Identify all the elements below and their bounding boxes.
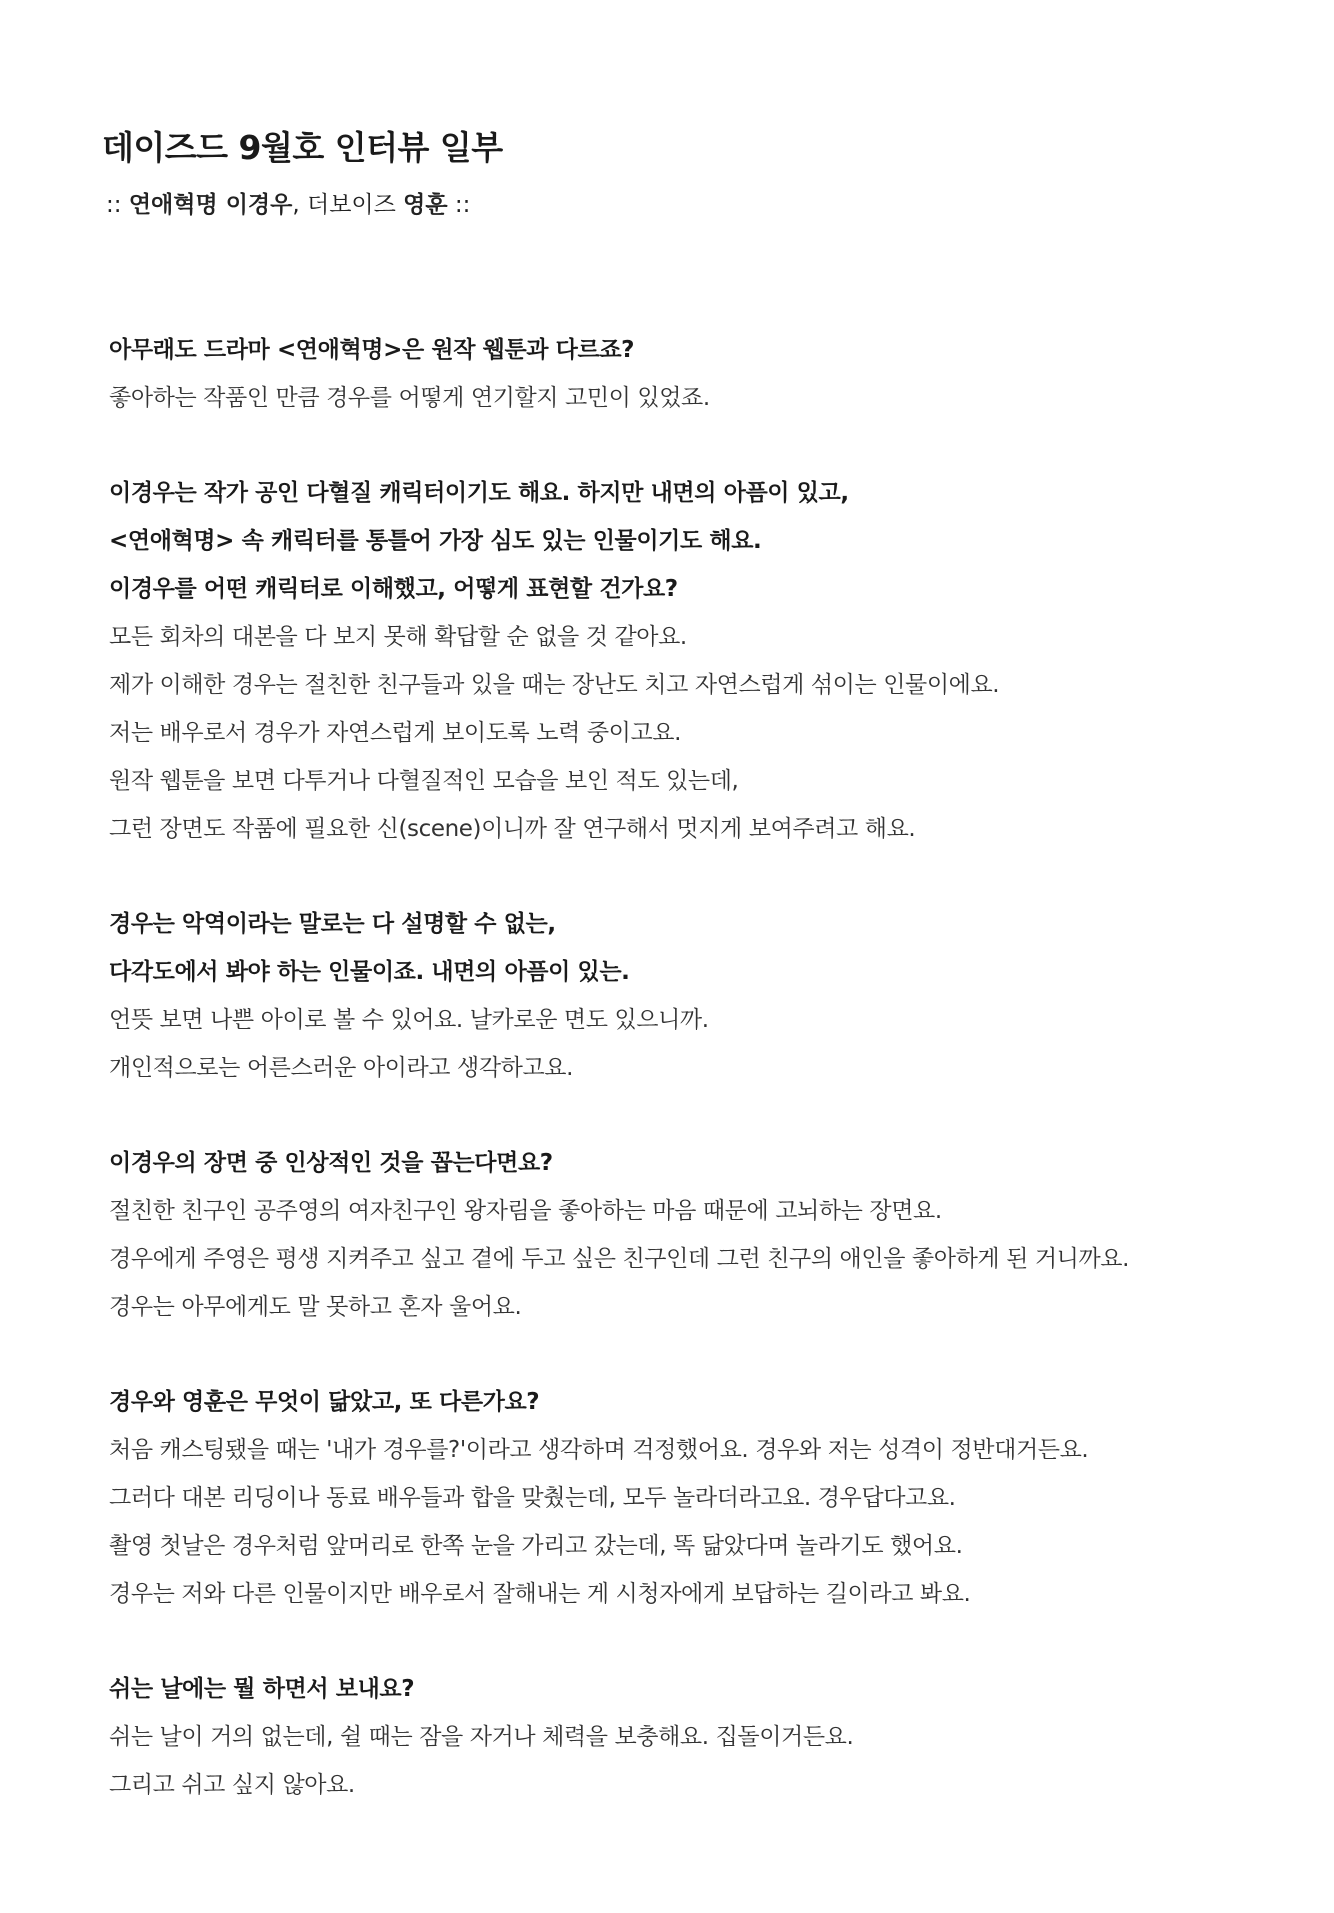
answer-line: 경우는 아무에게도 말 못하고 혼자 울어요.	[109, 1294, 522, 1320]
qa-block	[109, 1378, 1309, 1618]
subtitle-suffix: ::	[447, 192, 471, 218]
subtitle-prefix: ::	[106, 192, 129, 218]
answer-line: 경우는 저와 다른 인물이지만 배우로서 잘해내는 게 시청자에게 보답하는 길이라고 봐요.	[109, 1581, 971, 1607]
question-line: 쉬는 날에는 뭘 하면서 보내요?	[109, 1676, 415, 1702]
qa-block	[109, 469, 1309, 853]
question-line: 이경우를 어떤 캐릭터로 이해했고, 어떻게 표현할 건가요?	[109, 576, 678, 602]
interview-content	[109, 326, 1309, 1856]
question-line: 다각도에서 봐야 하는 인물이죠. 내면의 아픔이 있는.	[109, 959, 630, 985]
qa-block	[109, 1139, 1309, 1331]
answer-line: 원작 웹툰을 보면 다투거나 다혈질적인 모습을 보인 적도 있는데,	[109, 768, 739, 794]
answer-line: 제가 이해한 경우는 절친한 친구들과 있을 때는 장난도 치고 자연스럽게 섞이는 인물이에요.	[109, 672, 1000, 698]
answer-line: 그런 장면도 작품에 필요한 신(scene)이니까 잘 연구해서 멋지게 보여주려고 해요.	[109, 816, 916, 842]
answer-line: 개인적으로는 어른스러운 아이라고 생각하고요.	[109, 1055, 574, 1081]
answer-line: 경우에게 주영은 평생 지켜주고 싶고 곁에 두고 싶은 친구인데 그런 친구의 애인을 좋아하게 된 거니까요.	[109, 1246, 1130, 1272]
subtitle-drama-name: 연애혁명 이경우	[128, 192, 293, 218]
answer-line: 언뜻 보면 나쁜 아이로 볼 수 있어요. 날카로운 면도 있으니까.	[109, 1007, 709, 1033]
answer-line: 저는 배우로서 경우가 자연스럽게 보이도록 노력 중이고요.	[109, 720, 682, 746]
answer-line: 절친한 친구인 공주영의 여자친구인 왕자림을 좋아하는 마음 때문에 고뇌하는 장면요.	[109, 1198, 942, 1224]
answer-line: 처음 캐스팅됐을 때는 '내가 경우를?'이라고 생각하며 걱정했어요. 경우와 저는 성격이 정반대거든요.	[109, 1437, 1089, 1463]
answer-line: 좋아하는 작품인 만큼 경우를 어떻게 연기할지 고민이 있었죠.	[109, 385, 710, 411]
subtitle-separator: , 더보이즈	[292, 192, 404, 218]
question-line: 경우와 영훈은 무엇이 닮았고, 또 다른가요?	[109, 1389, 540, 1415]
question-line: 경우는 악역이라는 말로는 다 설명할 수 없는,	[109, 911, 556, 937]
page-subtitle	[106, 186, 470, 219]
question-line: 아무래도 드라마 <연애혁명>은 원작 웹툰과 다르죠?	[109, 337, 635, 363]
answer-line: 그러다 대본 리딩이나 동료 배우들과 합을 맞췄는데, 모두 놀라더라고요. 경우답다고요.	[109, 1485, 956, 1511]
answer-line: 촬영 첫날은 경우처럼 앞머리로 한쪽 눈을 가리고 갔는데, 똑 닮았다며 놀라기도 했어요.	[109, 1533, 963, 1559]
answer-line: 쉬는 날이 거의 없는데, 쉴 때는 잠을 자거나 체력을 보충해요. 집돌이거든요.	[109, 1724, 854, 1750]
page-title: 데이즈드 9월호 인터뷰 일부	[102, 128, 503, 167]
qa-block	[109, 1665, 1309, 1809]
answer-line: 그리고 쉬고 싶지 않아요.	[109, 1772, 355, 1798]
answer-line: 모든 회차의 대본을 다 보지 못해 확답할 순 없을 것 같아요.	[109, 624, 687, 650]
qa-block	[109, 326, 1309, 422]
qa-block	[109, 900, 1309, 1092]
subtitle-member-name: 영훈	[403, 192, 448, 218]
question-line: 이경우는 작가 공인 다혈질 캐릭터이기도 해요. 하지만 내면의 아픔이 있고,	[109, 480, 849, 506]
question-line: <연애혁명> 속 캐릭터를 통틀어 가장 심도 있는 인물이기도 해요.	[109, 528, 762, 554]
question-line: 이경우의 장면 중 인상적인 것을 꼽는다면요?	[109, 1150, 553, 1176]
